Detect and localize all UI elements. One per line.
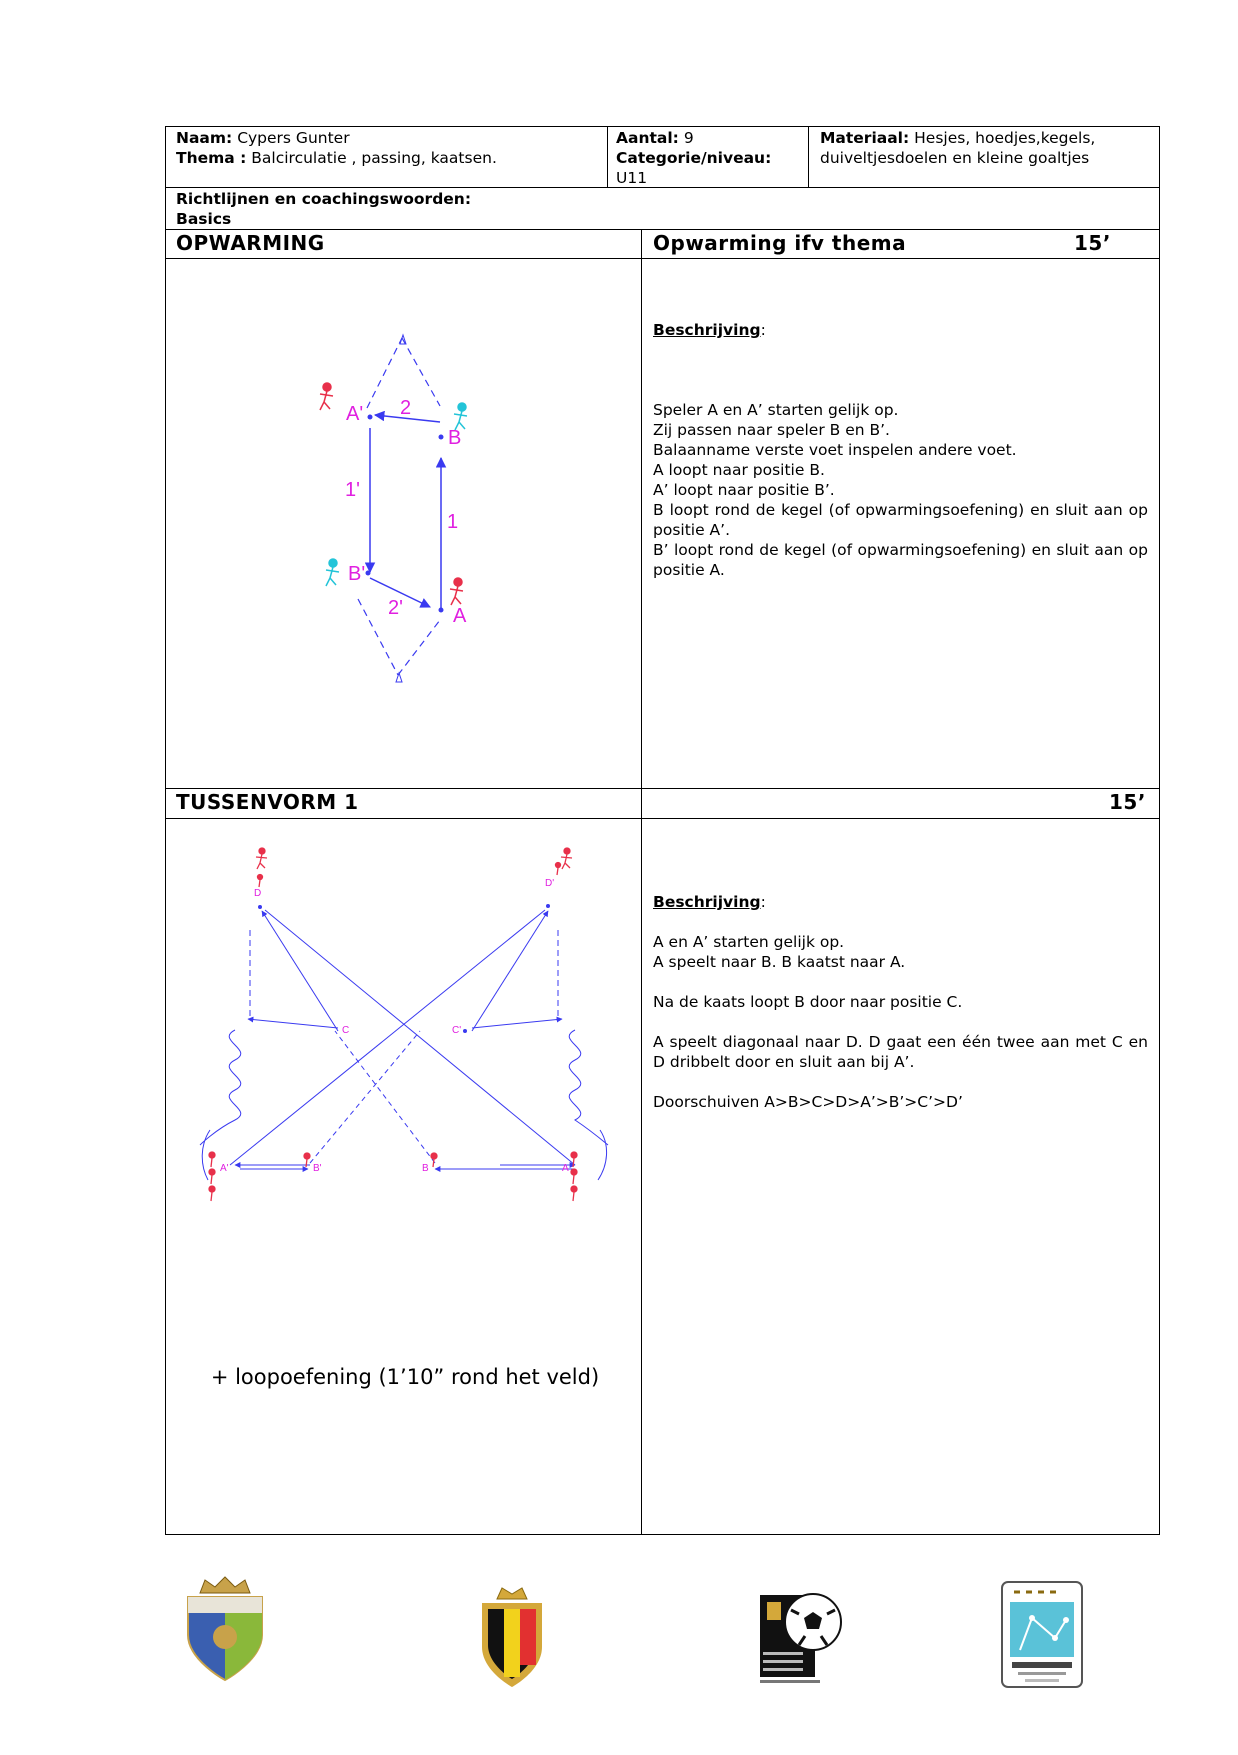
ball-icon	[258, 905, 262, 909]
description-line: Speler A en A’ starten gelijk op.	[653, 401, 899, 419]
ball-icon	[439, 608, 444, 613]
label-a: A	[453, 605, 467, 627]
ball-icon	[463, 1029, 467, 1033]
description-line: Zij passen naar speler B en B’.	[653, 421, 890, 439]
opwarming-title: OPWARMING	[176, 231, 325, 255]
material-cell	[820, 128, 1155, 168]
materiaal-label: Materiaal:	[820, 129, 910, 147]
table-border-left	[165, 126, 166, 1535]
label-c: C	[342, 1025, 350, 1036]
tussenvorm-description: Beschrijving: A en A’ starten gelijk op. A speelt naar B. B kaatst naar A. Na de kaats loopt B door naar positie C. A speelt diagonaal naar D. D gaat een één twee aan met C en D dribbelt door en sluit aan bij A’. Doorschuiven A>B>C>D>A’>B’>C’>D’	[653, 893, 1148, 1111]
belgian-football-logo	[472, 1585, 552, 1690]
description-line: Balaanname verste voet inspelen andere voet.	[653, 441, 1017, 459]
pass-arrows	[370, 415, 441, 610]
materiaal-value-1: Hesjes, hoedjes,kegels,	[914, 129, 1096, 147]
table-rule	[641, 229, 642, 1534]
player-icon	[320, 383, 333, 410]
extra-exercise: + loopoefening (1’10” rond het veld)	[210, 1365, 600, 1389]
opwarming-subtitle: Opwarming ifv thema	[653, 231, 907, 255]
naam-value: Cypers Gunter	[237, 129, 350, 147]
wavy-line	[200, 1030, 241, 1180]
run-lines	[310, 1031, 435, 1163]
pass-arrows	[230, 910, 575, 1169]
beschrijving-label: Beschrijving	[653, 893, 761, 911]
thema-value: Balcirculatie , passing, kaatsen.	[251, 149, 497, 167]
count-category-cell	[616, 128, 806, 188]
table-rule	[165, 258, 1160, 259]
foot-pass-logo	[1000, 1580, 1085, 1690]
table-border-top	[165, 126, 1160, 127]
table-rule	[165, 818, 1160, 819]
label-pass-1: 1	[447, 511, 459, 533]
player-icon	[450, 578, 463, 605]
label-b: B	[422, 1163, 429, 1174]
warmup-diagram	[300, 320, 500, 700]
naam-label: Naam:	[176, 129, 233, 147]
player-icon	[454, 403, 467, 430]
label-b: B	[448, 427, 462, 449]
label-pass-1-prime: 1'	[345, 479, 360, 501]
label-d: D	[254, 888, 262, 899]
player-group-left	[209, 1152, 215, 1201]
label-d-prime: D'	[545, 878, 555, 889]
ball-icon	[368, 415, 373, 420]
table-rule	[165, 788, 1160, 789]
richtlijnen-label: Richtlijnen en coachingswoorden:	[176, 190, 472, 208]
tussenvorm-title: TUSSENVORM 1	[176, 790, 359, 814]
opwarming-description: Beschrijving: Speler A en A’ starten gelijk op. Zij passen naar speler B en B’. Balaanname verste voet inspelen andere voet. A loopt naar positie B. A’ loopt naar positie B’. B loopt rond de kegel (of opwarmingsoefening) en sluit aan op positie A’. B’ loopt rond de kegel (of opwarmingsoefening) en sluit aan op positie A.	[653, 321, 1148, 579]
label-a: A	[562, 1163, 569, 1174]
ball-icon	[439, 435, 444, 440]
guidelines-cell	[176, 189, 1076, 229]
description-line: A loopt naar positie B.	[653, 461, 825, 479]
table-rule	[165, 229, 1160, 230]
label-b-prime: B'	[348, 563, 366, 585]
richtlijnen-value: Basics	[176, 210, 232, 228]
materiaal-value-2: duiveltjesdoelen en kleine goaltjes	[820, 149, 1090, 167]
label-pass-2: 2	[400, 397, 412, 419]
ball-icon	[546, 904, 550, 908]
table-rule	[808, 126, 809, 187]
description-line: A speelt naar B. B kaatst naar A.	[653, 953, 906, 971]
description-line: B loopt rond de kegel (of opwarmingsoefening) en sluit aan op positie A’.	[653, 501, 1148, 539]
drill-diagram	[190, 845, 620, 1215]
table-border-right	[1159, 126, 1160, 1535]
description-line: Doorschuiven A>B>C>D>A’>B’>C’>D’	[653, 1093, 963, 1111]
description-line: A speelt diagonaal naar D. D gaat een één twee aan met C en D dribbelt door en sluit aan bij A’.	[653, 1033, 1148, 1071]
player-icon	[556, 848, 573, 875]
description-line: B’ loopt rond de kegel (of opwarmingsoefening) en sluit aan op positie A.	[653, 541, 1148, 579]
label-pass-2-prime: 2'	[388, 597, 403, 619]
categorie-label: Categorie/niveau:	[616, 149, 772, 167]
cone-icon	[396, 673, 402, 682]
aantal-value: 9	[683, 129, 694, 147]
player-icon	[256, 848, 267, 887]
description-line: A en A’ starten gelijk op.	[653, 933, 845, 951]
club-crest-logo	[180, 1575, 270, 1685]
table-border-bottom	[165, 1534, 1160, 1535]
ball-icon	[366, 571, 371, 576]
player-icon	[326, 559, 339, 586]
run-lines	[250, 930, 558, 1020]
label-c-prime: C'	[452, 1025, 462, 1036]
opwarming-duration: 15’	[1074, 231, 1111, 255]
tussenvorm-duration: 15’	[1109, 790, 1146, 814]
label-a-prime: A'	[220, 1163, 229, 1174]
player-icon	[431, 1153, 437, 1167]
name-theme-cell	[176, 128, 601, 168]
label-a-prime: A'	[346, 403, 364, 425]
table-rule	[607, 126, 608, 187]
foot-education-logo	[755, 1590, 850, 1690]
description-line: Na de kaats loopt B door naar positie C.	[653, 993, 963, 1011]
aantal-label: Aantal:	[616, 129, 679, 147]
thema-label: Thema :	[176, 149, 247, 167]
description-line: A’ loopt naar positie B’.	[653, 481, 835, 499]
categorie-value: U11	[616, 169, 648, 187]
beschrijving-label: Beschrijving	[653, 321, 761, 339]
label-b-prime: B'	[313, 1163, 322, 1174]
player-group-right	[571, 1152, 577, 1201]
